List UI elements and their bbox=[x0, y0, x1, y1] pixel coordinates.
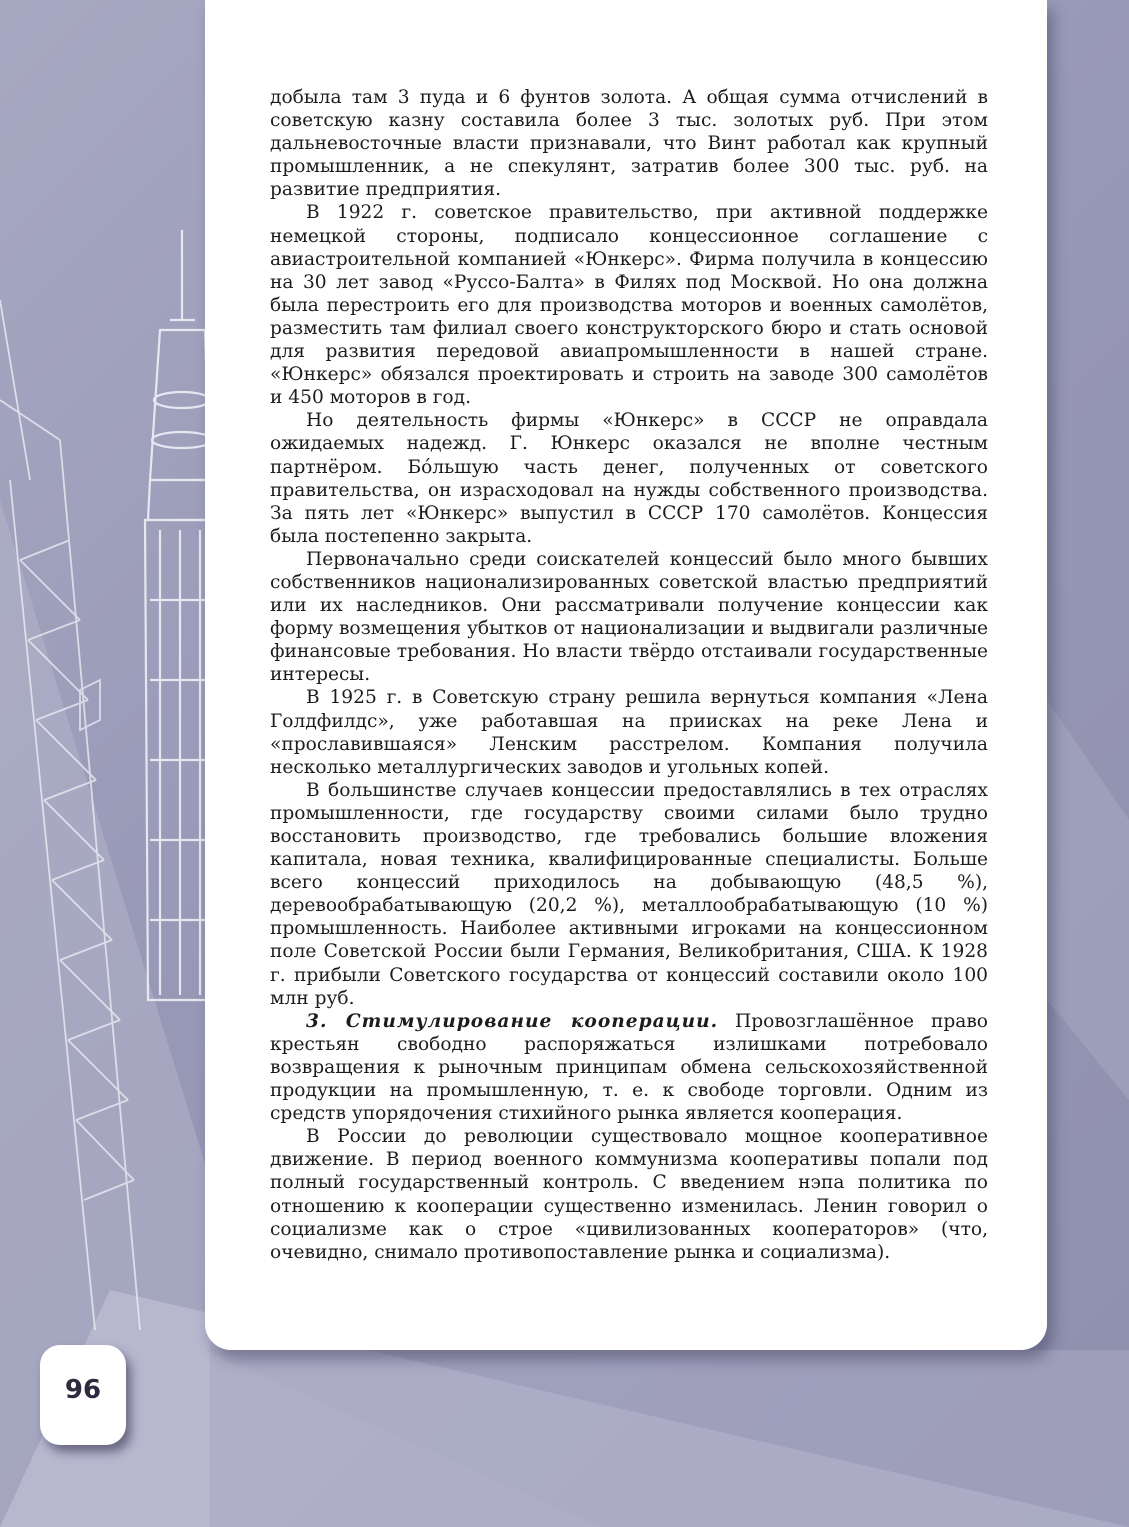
paragraph-6: В большинстве случаев концессии предоставлялись в тех отраслях промышленности, где государству своими силами было трудно восстановить производство, где требовались большие вложения капитала, новая техника, квалифицированные специалисты. Больше всего концессий приходилось на добывающую (48,5 %), деревообрабатывающую (20,2 %), металлообрабатывающую (10 %) промышленность. Наиболее активными игроками на концессионном поле Советской России были Германия, Великобритания, США. К 1928 г. прибыли Советского государства от концессий составили около 100 млн руб. bbox=[270, 779, 988, 1009]
page-number: 96 bbox=[64, 1375, 102, 1405]
paragraph-4: Первоначально среди соискателей концессий было много бывших собственников национализированных советской властью предприятий или их наследников. Они рассматривали получение концессии как форму возмещения убытков от национализации и выдвигали различные финансовые требования. Но власти твёрдо отстаивали государственные интересы. bbox=[270, 548, 988, 686]
paragraph-3: Но деятельность фирмы «Юнкерс» в СССР не оправдала ожидаемых надежд. Г. Юнкерс оказался не вполне честным партнёром. Бо́льшую часть денег, полученных от советского правительства, он израсходовал на нужды собственного производства. За пять лет «Юнкерс» выпустил в СССР 170 самолётов. Концессия была постепенно закрыта. bbox=[270, 410, 988, 547]
page-number-badge bbox=[40, 1345, 126, 1445]
paragraph-2: В 1922 г. советское правительство, при активной поддержке немецкой стороны, подписало концессионное соглашение с авиастроительной компанией «Юнкерс». Фирма получила в концессию на 30 лет завод «Руссо-Балта» в Филях под Москвой. Но она должна была перестроить его для производства моторов и военных самолётов, разместить там филиал своего конструкторского бюро и стать основой для развития передовой авиапромышленности в нашей стране. «Юнкерс» обязался проектировать и строить на заводе 300 самолётов и 450 моторов в год. bbox=[270, 202, 988, 409]
paragraph-final: В России до революции существовало мощное кооперативное движение. В период военного коммунизма кооперативы попали под полный государственный контроль. С введением нэпа политика по отношению к кооперации существенно изменилась. Ленин говорил о социализме как о строе «цивилизованных кооператоров» (что, очевидно, снимало противопоставление рынка и социализма). bbox=[270, 1126, 988, 1263]
section-3-paragraph bbox=[270, 1010, 988, 1125]
paragraph-5: В 1925 г. в Советскую страну решила вернуться компания «Лена Голдфилдс», уже работавшая на приисках на реке Лена и «прославившаяся» Ленским расстрелом. Компания получила несколько металлургических заводов и угольных копей. bbox=[270, 687, 988, 778]
section-3-heading: 3. Стимулирование кооперации. bbox=[306, 1010, 719, 1032]
section-3-intro: Провозглашённое право крестьян свободно распоряжаться излишками потребовало возвращения к рыночным принципам обмена сельскохозяйственной продукции на промышленную, т. е. к свободе торговли. Одним из средств упорядочения стихийного рынка является кооперация. bbox=[270, 1010, 988, 1125]
paragraph-1: добыла там 3 пуда и 6 фунтов золота. А общая сумма отчислений в советскую казну составила более 3 тыс. золотых руб. При этом дальневосточные власти признавали, что Винт работал как крупный промышленник, а не спекулянт, затратив более 300 тыс. руб. на развитие предприятия. bbox=[270, 87, 988, 201]
article-text bbox=[270, 86, 988, 1264]
